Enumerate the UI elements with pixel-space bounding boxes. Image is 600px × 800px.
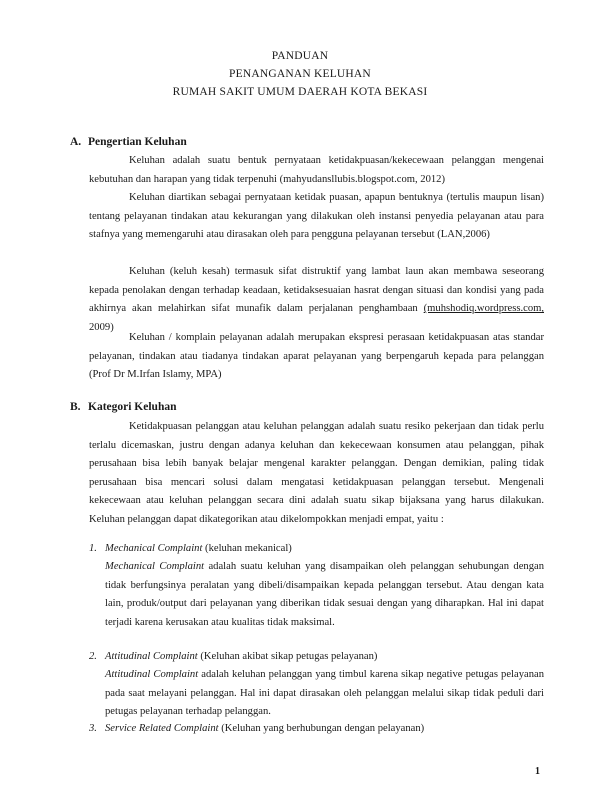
section-a-title: Pengertian Keluhan [88,136,187,148]
list-item-1-description: Mechanical Complaint adalah suatu keluhan yang disampaikan oleh pelanggan sehubungan dengan tidak berfungsinya peralatan yang dibeli/disampaikan kepada pelanggan tersebut. Atau dengan kata lain, produk/output dari pelayanan yang diberikan tidak sesuai dengan yang diharapkan. Hal ini dapat terjadi karena kerusakan atau kualitas tidak maksimal. [105,561,545,628]
title-line-2: PENANGANAN KELUHAN [229,68,371,80]
list-item-2-gloss: (Keluhan akibat sikap petugas pelayanan) [197,651,378,662]
section-b-letter: B. [70,401,81,413]
document-title [0,47,600,101]
list-item-3-number: 3. [89,723,97,734]
list-item-1-term: Mechanical Complaint [105,543,203,554]
list-item-1-gloss: (keluhan mekanical) [202,543,292,554]
list-item-3-gloss: (Keluhan yang berhubungan dengan pelayanan) [218,723,425,734]
title-line-1: PANDUAN [271,50,329,62]
list-item-3-term: Service Related Complaint [105,723,219,734]
section-a-paragraph-4: Keluhan / komplain pelayanan adalah merupakan ekspresi perasaan ketidakpuasan atas standar pelayanan, tindakan atau tiadanya tindakan aparat pelayanan yang berpengaruh kepada para pelanggan (Prof Dr M.Irfan Islamy, MPA) [89,332,544,381]
list-item-1 [89,540,544,559]
list-item-2-number: 2. [89,651,97,662]
section-a-paragraph-2: Keluhan diartikan sebagai pernyataan ketidak puasan, apapun bentuknya (tertulis maupun lisan) tentang pelayanan tindakan atau kekurangan yang dilakukan oleh instansi penyedia pelayanan atau para stafnya yang memengaruhi atau dirasakan oleh para pengguna pelayanan tersebut (LAN,2006) [89,192,544,241]
section-b-paragraph-1: Ketidakpuasan pelanggan atau keluhan pelanggan adalah suatu resiko pekerjaan dan tidak perlu terlalu dicemaskan, justru dengan adanya keluhan dan kekecewaan konsumen atau pelanggan, pihak perusahaan bisa lebih banyak belajar mengenal karakter pelanggan. Dengan demikian, paling tidak perusahaan bisa mencari solusi dalam mengatasi ketidakpuasan pelanggan tersebut. Mengenali kekecewaan atau keluhan pelanggan secara dini adalah suatu sikap bijaksana yang harus dilakukan. Keluhan pelanggan dapat dikategorikan atau dikelompokkan menjadi empat, yaitu : [89,421,544,525]
list-item-2 [89,648,544,667]
section-b-heading [70,401,177,413]
list-item-3 [89,720,544,739]
section-a-paragraph-1: Keluhan adalah suatu bentuk pernyataan ketidakpuasan/kekecewaan pelanggan mengenai kebutuhan dan harapan yang tidak terpenuhi (mahyudansllubis.blogspot.com, 2012) [89,155,544,185]
list-item-2-description: Attitudinal Complaint adalah keluhan pelanggan yang timbul karena sikap negative petugas pelayanan pada saat melayani pelanggan. Hal ini dapat dirasakan oleh pelanggan melalui sikap tidak peduli dari petugas pelayanan terhadap pelanggan. [105,669,544,718]
section-a-heading [70,136,187,148]
list-item-2-term: Attitudinal Complaint [105,651,198,662]
section-a-paragraph-3: Keluhan (keluh kesah) termasuk sifat distruktif yang lambat laun akan membawa seseorang kepada penolakan dengan terhadap keadaan, ketidaksesuaian hasrat dengan situasi dan kondisi yang pada akhirnya akan melahirkan sifat munafik dalam perjalanan penghambaan (muhshodiq.wordpress.com, 2009) [89,266,544,333]
list-item-1-number: 1. [89,543,97,554]
section-a-letter: A. [70,136,82,148]
title-line-3: RUMAH SAKIT UMUM DAERAH KOTA BEKASI [172,86,428,98]
section-b-title: Kategori Keluhan [88,401,177,413]
page-number: 1 [535,766,540,777]
source-link[interactable]: (muhshodiq.wordpress.com, [423,303,544,315]
